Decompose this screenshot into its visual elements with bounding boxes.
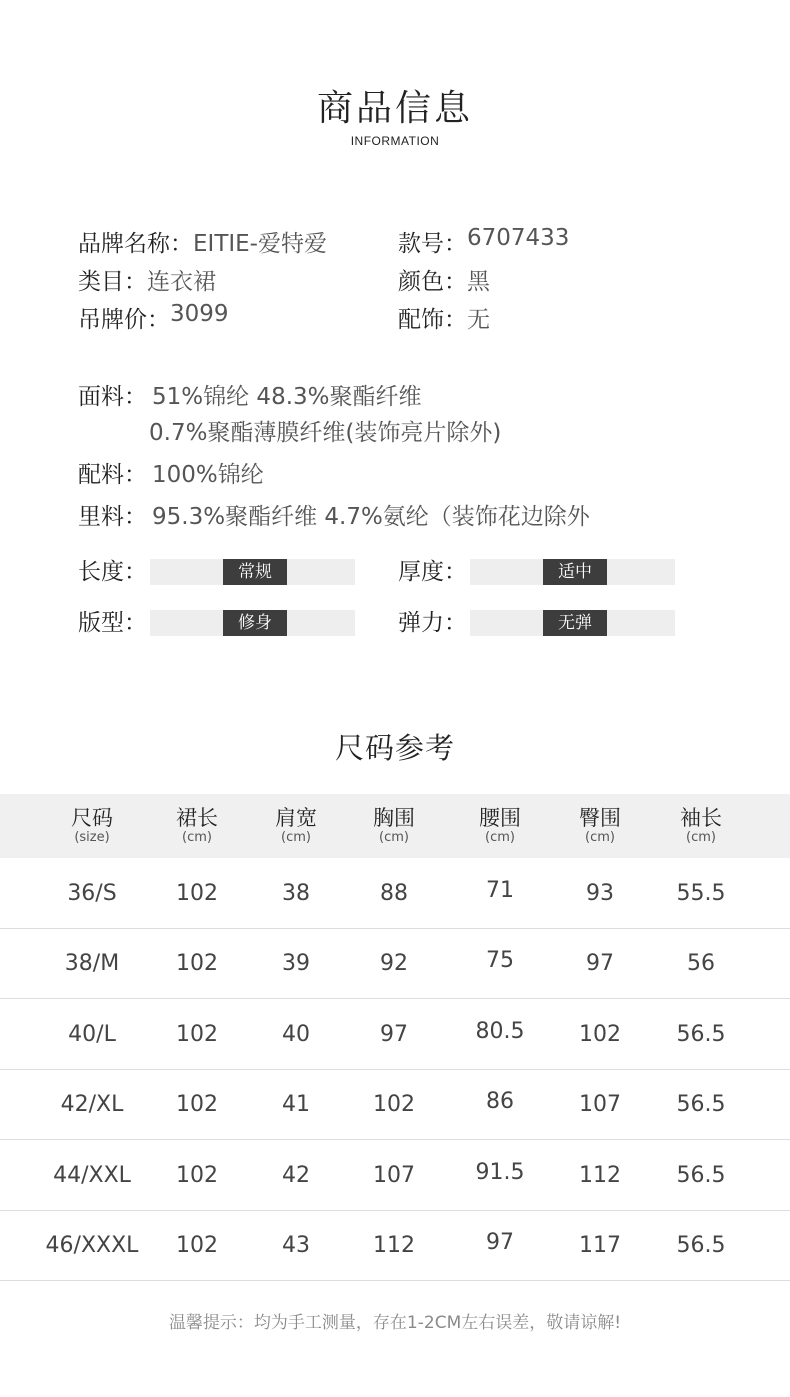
table-cell: 80.5 xyxy=(475,1018,525,1044)
fit-bar xyxy=(150,610,355,636)
table-cell: 75 xyxy=(486,948,514,973)
column-header-unit: (cm) xyxy=(379,830,409,845)
table-cell: 40/L xyxy=(68,1021,116,1047)
table-cell: 56.5 xyxy=(676,1021,726,1047)
table-cell: 38 xyxy=(282,880,310,906)
table-cell: 39 xyxy=(282,951,310,976)
info-row xyxy=(78,298,718,336)
table-cell: 36/S xyxy=(67,880,117,906)
style-no-field xyxy=(398,225,718,258)
elasticity-marker: 无弹 xyxy=(543,610,607,636)
tag-price-value: 3099 xyxy=(170,300,229,327)
column-header-name: 裙长 xyxy=(176,806,218,830)
column-header-name: 腰围 xyxy=(479,806,521,830)
table-cell: 102 xyxy=(176,951,218,976)
column-header xyxy=(42,794,142,858)
column-header-name: 胸围 xyxy=(373,806,415,830)
table-cell: 102 xyxy=(176,1092,218,1117)
fit-scale xyxy=(78,608,398,659)
thickness-scale xyxy=(398,557,718,608)
column-header-unit: (cm) xyxy=(585,830,615,845)
table-cell: 117 xyxy=(579,1233,621,1258)
length-marker: 常规 xyxy=(223,559,287,585)
category-field xyxy=(78,263,398,296)
color-value: 黑 xyxy=(467,268,490,295)
info-row xyxy=(78,260,718,298)
column-header-unit: (cm) xyxy=(485,830,515,845)
table-cell: 107 xyxy=(373,1162,415,1188)
lining-fabric-label: 里料： xyxy=(78,503,147,530)
table-cell: 86 xyxy=(486,1089,514,1114)
table-row xyxy=(0,1211,790,1282)
page-title: 商品信息 xyxy=(316,88,473,129)
column-header xyxy=(651,794,751,858)
shell-fabric-line xyxy=(78,376,758,412)
basic-info xyxy=(78,222,718,336)
scale-row xyxy=(78,557,718,608)
tag-price-label: 吊牌价： xyxy=(78,306,170,333)
color-label: 颜色： xyxy=(398,268,467,295)
accessory-field xyxy=(398,301,718,334)
page-subtitle: INFORMATION xyxy=(350,134,440,148)
column-header-name: 袖长 xyxy=(680,806,722,830)
column-header-unit: (cm) xyxy=(686,830,716,845)
column-header-name: 臀围 xyxy=(579,806,621,830)
color-field xyxy=(398,263,718,296)
elasticity-bar xyxy=(470,610,675,636)
table-cell: 97 xyxy=(380,1021,408,1047)
length-bar xyxy=(150,559,355,585)
table-cell: 102 xyxy=(176,880,218,906)
accessory-value: 无 xyxy=(467,306,490,333)
column-header xyxy=(344,794,444,858)
elasticity-scale xyxy=(398,608,718,659)
table-cell: 93 xyxy=(586,880,614,906)
info-row xyxy=(78,222,718,260)
column-header-unit: (size) xyxy=(74,830,110,845)
attribute-scales xyxy=(78,557,718,659)
column-header xyxy=(450,794,550,858)
elasticity-label: 弹力： xyxy=(398,610,467,636)
table-cell: 88 xyxy=(380,880,408,906)
table-cell: 42/XL xyxy=(60,1092,124,1117)
table-row xyxy=(0,929,790,1000)
table-cell: 97 xyxy=(586,951,614,976)
table-cell: 112 xyxy=(579,1162,621,1188)
length-scale xyxy=(78,557,398,608)
measurement-tip: 温馨提示：均为手工测量，存在1-2CM左右误差，敬请谅解! xyxy=(168,1313,622,1333)
table-cell: 56.5 xyxy=(676,1162,726,1188)
table-cell: 56.5 xyxy=(676,1092,726,1117)
table-cell: 102 xyxy=(176,1233,218,1258)
table-cell: 97 xyxy=(486,1230,514,1255)
thickness-label: 厚度： xyxy=(398,559,467,585)
table-cell: 46/XXXL xyxy=(45,1233,139,1258)
table-cell: 107 xyxy=(579,1092,621,1117)
table-cell: 102 xyxy=(373,1092,415,1117)
tag-price-field xyxy=(78,301,398,334)
size-chart-title: 尺码参考 xyxy=(334,731,455,765)
table-cell: 56.5 xyxy=(676,1233,726,1258)
column-header xyxy=(246,794,346,858)
table-cell: 71 xyxy=(486,877,514,903)
accessory-label: 配饰： xyxy=(398,306,467,333)
table-cell: 56 xyxy=(687,951,715,976)
style-no-label: 款号： xyxy=(398,230,467,257)
shell-fabric-value: 51%锦纶 48.3%聚酯纤维 xyxy=(152,383,422,410)
fit-label: 版型： xyxy=(78,610,147,636)
table-row xyxy=(0,858,790,929)
trim-fabric-label: 配料： xyxy=(78,461,147,488)
thickness-bar xyxy=(470,559,675,585)
shell-fabric-value-continued: 0.7%聚酯薄膜纤维(装饰亮片除外) xyxy=(149,419,502,446)
table-cell: 38/M xyxy=(64,951,120,976)
length-label: 长度： xyxy=(78,559,147,585)
table-row xyxy=(0,999,790,1070)
table-cell: 40 xyxy=(282,1021,310,1047)
brand-field xyxy=(78,225,398,258)
table-cell: 43 xyxy=(282,1233,310,1258)
table-cell: 102 xyxy=(579,1021,621,1047)
table-cell: 44/XXL xyxy=(53,1162,131,1188)
category-value: 连衣裙 xyxy=(147,268,216,295)
column-header xyxy=(147,794,247,858)
table-cell: 55.5 xyxy=(676,880,726,906)
column-header-name: 尺码 xyxy=(71,806,113,830)
column-header-unit: (cm) xyxy=(281,830,311,845)
category-label: 类目： xyxy=(78,268,147,295)
table-cell: 102 xyxy=(176,1162,218,1188)
fabric-info xyxy=(78,376,758,532)
column-header-unit: (cm) xyxy=(182,830,212,845)
shell-fabric-label: 面料： xyxy=(78,383,147,410)
size-chart-header xyxy=(0,794,790,858)
trim-fabric-value: 100%锦纶 xyxy=(152,461,264,488)
table-cell: 112 xyxy=(373,1233,415,1258)
table-cell: 42 xyxy=(282,1162,310,1188)
table-cell: 102 xyxy=(176,1021,218,1047)
style-no-value: 6707433 xyxy=(467,224,570,251)
lining-fabric-value: 95.3%聚酯纤维 4.7%氨纶（装饰花边除外 xyxy=(152,503,590,530)
table-cell: 41 xyxy=(282,1092,310,1117)
product-info-header xyxy=(0,86,790,148)
size-chart-table xyxy=(0,794,790,1281)
table-row xyxy=(0,1070,790,1141)
thickness-marker: 适中 xyxy=(543,559,607,585)
trim-fabric-line xyxy=(78,454,758,490)
scale-row xyxy=(78,608,718,659)
table-cell: 92 xyxy=(380,951,408,976)
brand-label: 品牌名称： xyxy=(78,230,193,257)
column-header xyxy=(550,794,650,858)
table-cell: 91.5 xyxy=(475,1159,525,1185)
fit-marker: 修身 xyxy=(223,610,287,636)
size-chart-body xyxy=(0,858,790,1281)
lining-fabric-line xyxy=(78,496,758,532)
column-header-name: 肩宽 xyxy=(275,806,317,830)
brand-value: EITIE-爱特爱 xyxy=(193,230,327,257)
table-row xyxy=(0,1140,790,1211)
